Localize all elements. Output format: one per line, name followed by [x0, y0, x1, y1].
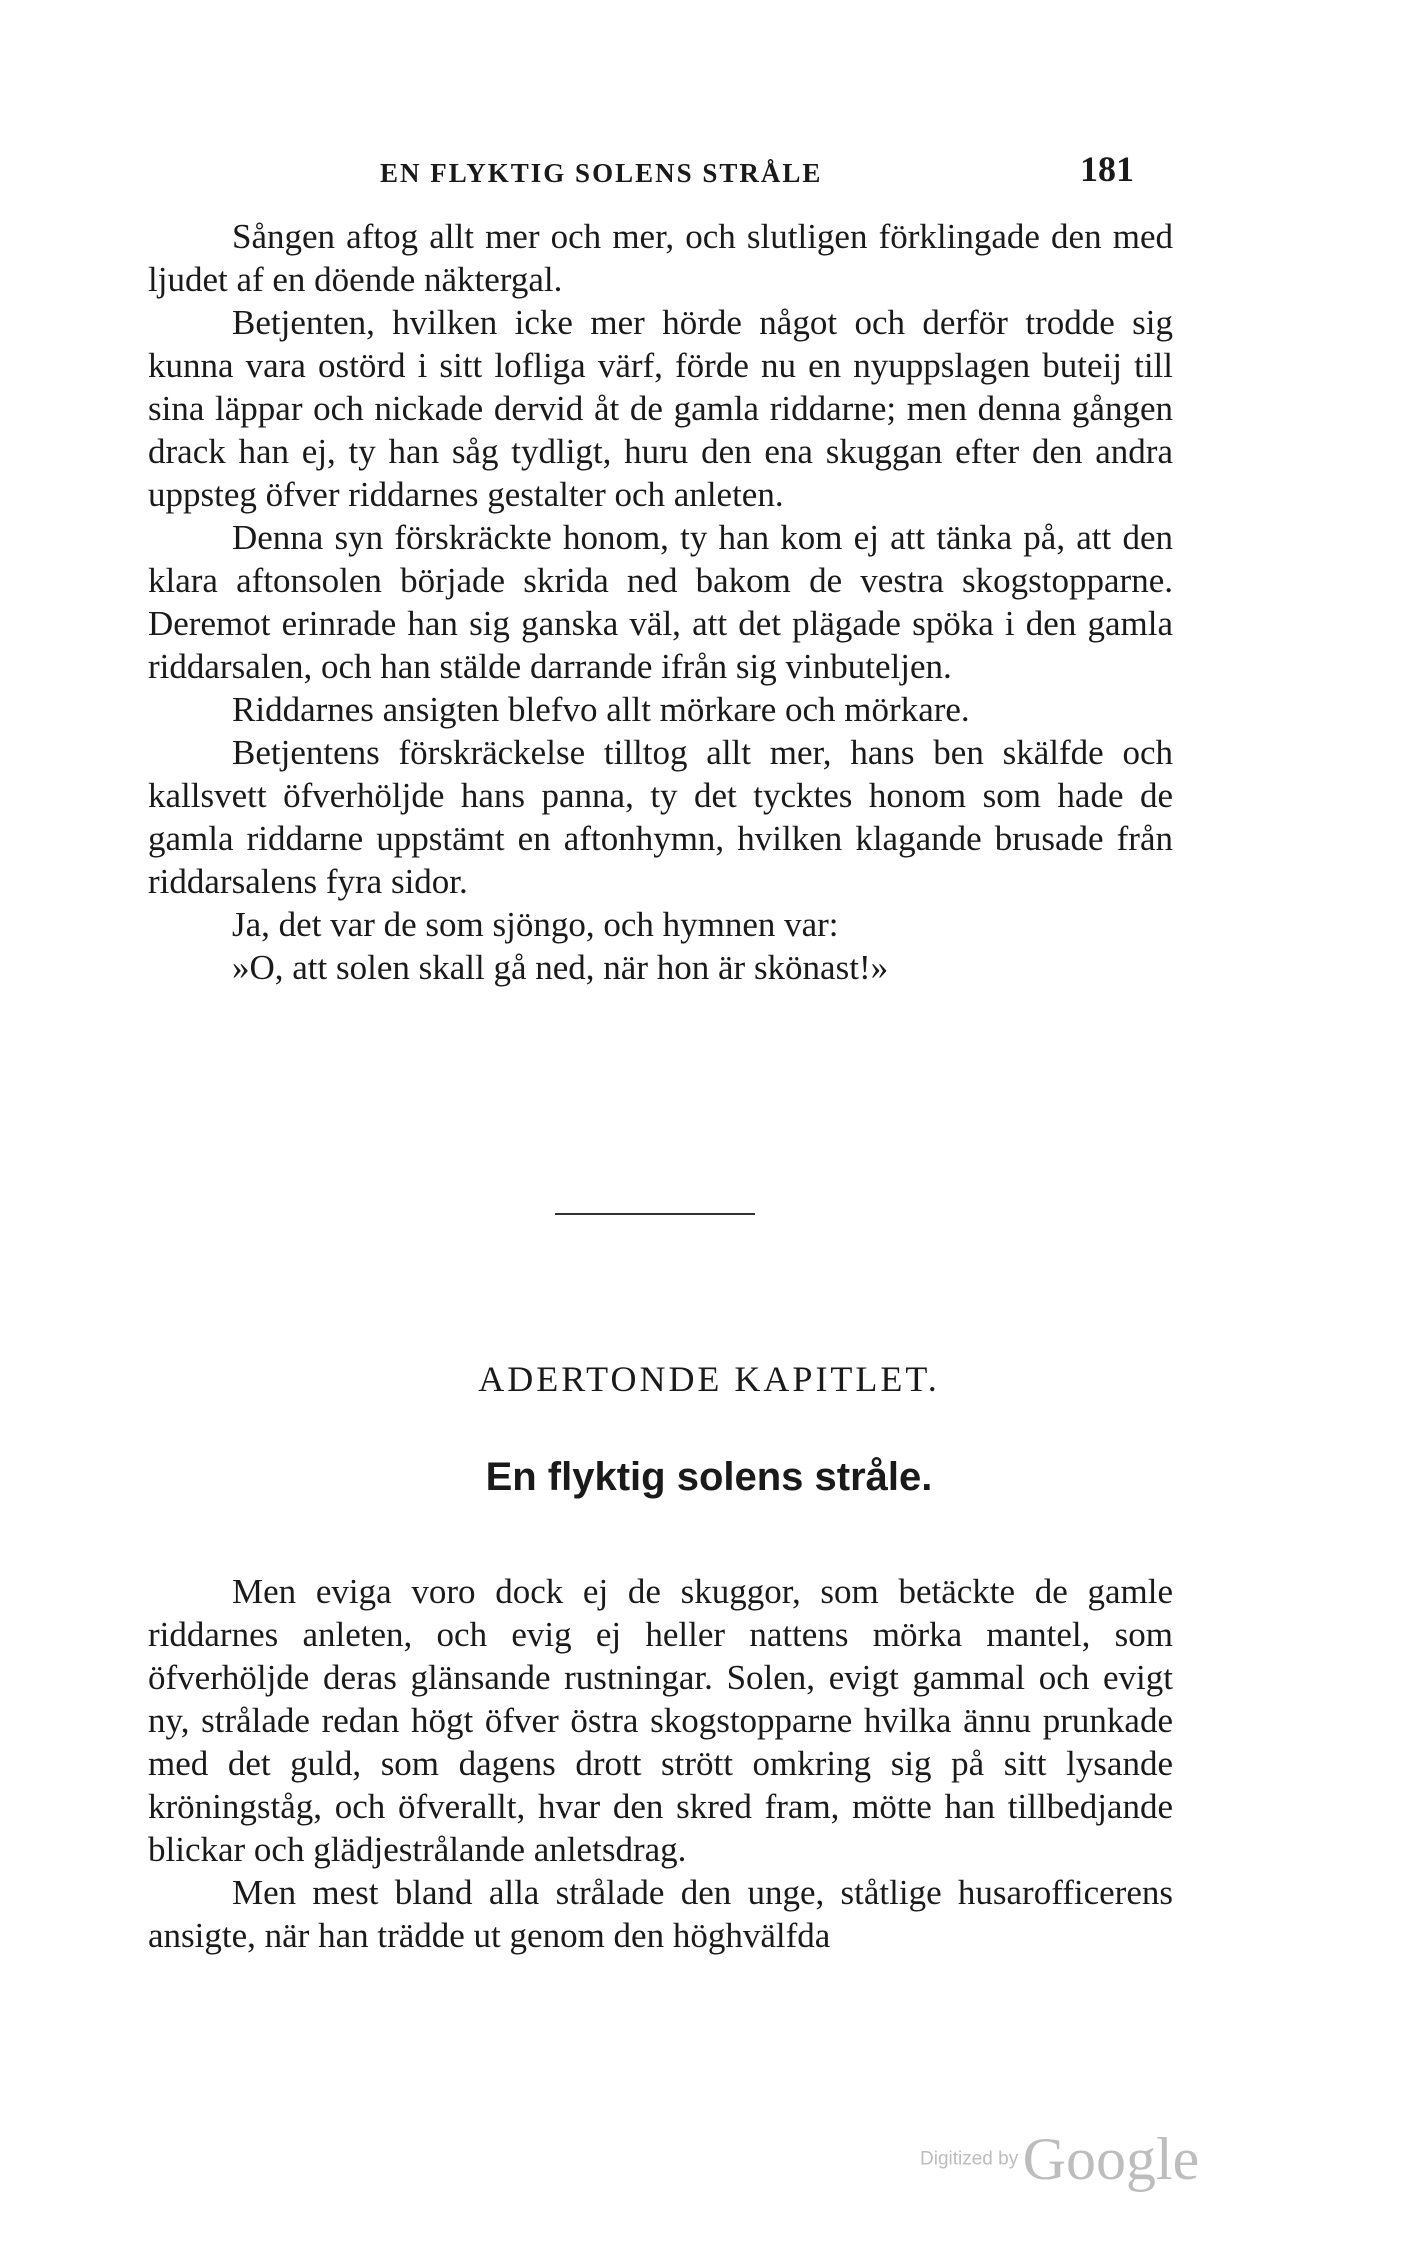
paragraph: »O, att solen skall gå ned, när hon är skönast!» — [232, 948, 889, 987]
paragraph: Denna syn förskräckte honom, ty han kom ej att tänka på, att den klara aftonsolen började skrida ned bakom de vestra skogstopparne. Deremot erinrade han sig ganska väl, att det plägade spöka i den gamla riddarsalen, och han stälde darrande ifrån sig vinbuteljen. — [148, 518, 1173, 686]
google-logo: Google — [1022, 2126, 1200, 2192]
text-section-1 — [148, 215, 1173, 989]
running-title: EN FLYKTIG SOLENS STRÅLE — [380, 158, 823, 188]
paragraph: Men eviga voro dock ej de skuggor, som betäckte de gamle riddarnes anleten, och evig ej heller nattens mörka mantel, som öfverhöljde deras glänsande rustningar. Solen, evigt gammal och evigt ny, strålade redan högt öfver östra skogstopparne hvilka ännu prunkade med det guld, som dagens drott strött omkring sig på sitt lysande kröningståg, och öfverallt, hvar den skred fram, mötte han tillbedjande blickar och glädjestrålande anletsdrag. — [148, 1572, 1173, 1869]
paragraph: Betjenten, hvilken icke mer hörde något och derför trodde sig kunna vara ostörd i sitt lofliga värf, förde nu en nyuppslagen buteij till sina läppar och nickade dervid åt de gamla riddarne; men denna gången drack han ej, ty han såg tydligt, huru den ena skuggan efter den andra uppsteg öfver riddarnes gestalter och anleten. — [148, 303, 1173, 514]
chapter-title: En flyktig solens stråle. — [485, 1455, 933, 1499]
chapter-heading: ADERTONDE KAPITLET. — [478, 1359, 940, 1399]
section-divider — [555, 1213, 755, 1215]
paragraph: Riddarnes ansigten blefvo allt mörkare och mörkare. — [232, 690, 970, 729]
digitized-watermark — [920, 2125, 1199, 2194]
page-number: 181 — [1080, 149, 1134, 189]
text-section-2 — [148, 1570, 1173, 1957]
watermark-prefix: Digitized by — [920, 2148, 1019, 2170]
paragraph: Ja, det var de som sjöngo, och hymnen var: — [232, 905, 839, 944]
paragraph: Men mest bland alla strålade den unge, ståtlige husarofficerens ansigte, när han trädde ut genom den höghvälfda — [148, 1873, 1173, 1955]
paragraph: Betjentens förskräckelse tilltog allt mer, hans ben skälfde och kallsvett öfverhöljde hans panna, ty det tycktes honom som hade de gamla riddarne uppstämt en aftonhymn, hvilken klagande brusade från riddarsalens fyra sidor. — [148, 733, 1173, 901]
paragraph: Sången aftog allt mer och mer, och slutligen förklingade den med ljudet af en döende näktergal. — [148, 217, 1173, 299]
